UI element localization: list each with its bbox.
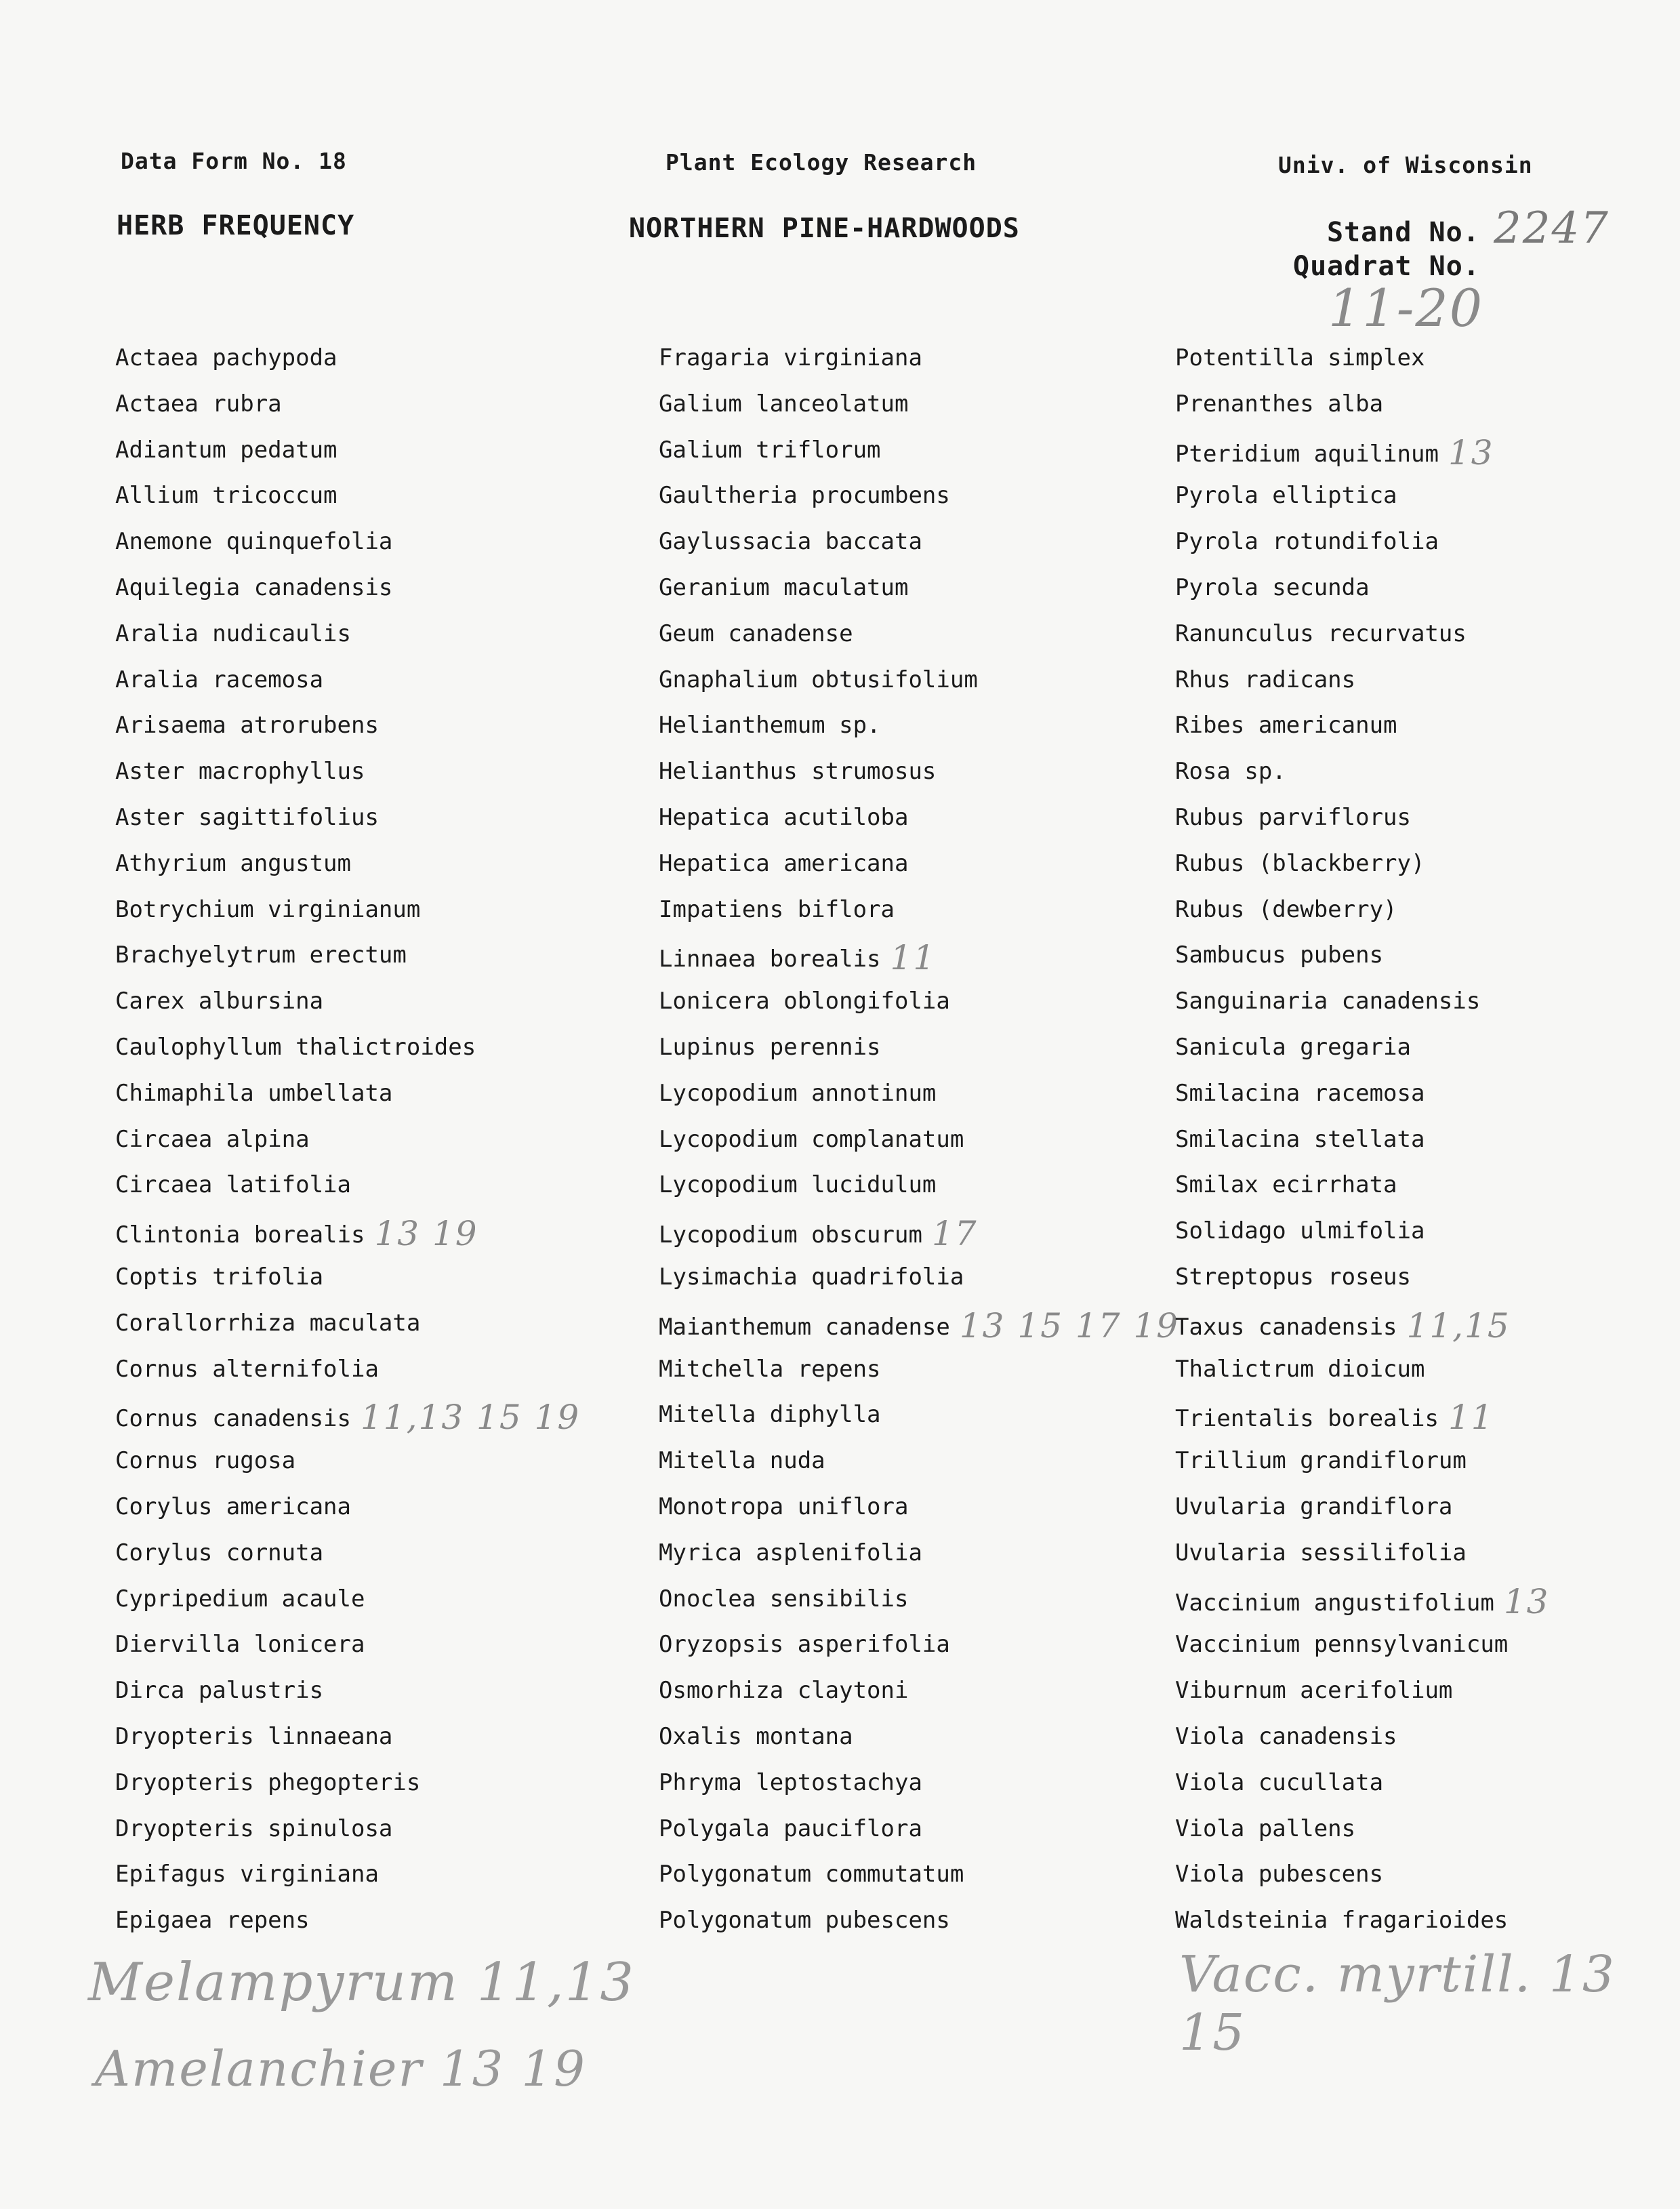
species-name: Helianthemum sp. (659, 712, 881, 739)
species-row (1175, 752, 1680, 798)
quadrat-label: Quadrat No. (1293, 251, 1480, 282)
species-name: Mitella diphylla (659, 1401, 881, 1429)
species-row (115, 982, 630, 1028)
species-name: Corylus americana (115, 1493, 351, 1520)
species-row (115, 1488, 630, 1534)
species-name: Rubus (blackberry) (1175, 849, 1425, 877)
handwritten-quadrat-note: 11 (890, 938, 937, 978)
species-name: Osmorhiza claytoni (659, 1677, 909, 1705)
species-name: Botrychium virginianum (115, 895, 421, 923)
species-row (659, 1810, 1174, 1856)
species-name: Oryzopsis asperifolia (659, 1631, 950, 1659)
species-name: Trillium grandiflorum (1175, 1447, 1467, 1475)
species-row (115, 752, 630, 798)
species-row (115, 798, 630, 845)
species-row (115, 936, 630, 982)
species-name: Rosa sp. (1175, 758, 1286, 786)
species-name: Uvularia grandiflora (1175, 1493, 1453, 1520)
species-name: Clintonia borealis (115, 1221, 365, 1249)
handwritten-quadrat-note: 13 (1503, 1581, 1550, 1621)
species-row (115, 1212, 630, 1258)
species-row (115, 431, 630, 477)
species-name: Coptis trifolia (115, 1263, 324, 1291)
species-row (1175, 1258, 1680, 1304)
species-row (1175, 1028, 1680, 1074)
species-row (115, 477, 630, 523)
species-name: Smilax ecirrhata (1175, 1171, 1397, 1199)
species-row (659, 1166, 1174, 1212)
species-row (1175, 1764, 1680, 1810)
species-name: Circaea alpina (115, 1125, 310, 1153)
species-row (1175, 1580, 1680, 1626)
species-row (1175, 706, 1680, 752)
species-name: Viola pubescens (1175, 1861, 1384, 1888)
species-name: Mitella nuda (659, 1447, 825, 1475)
handwritten-quadrat-note: 17 (931, 1214, 978, 1254)
species-name: Lupinus perennis (659, 1033, 881, 1061)
species-name: Polygala pauciflora (659, 1815, 922, 1842)
species-row (659, 798, 1174, 845)
species-name: Trientalis borealis (1175, 1405, 1439, 1433)
species-row (659, 1580, 1174, 1626)
species-name: Anemone quinquefolia (115, 528, 393, 556)
species-row (115, 1580, 630, 1626)
species-name: Polygonatum commutatum (659, 1861, 964, 1888)
stand-value: 2247 (1494, 203, 1610, 254)
species-name: Viola pallens (1175, 1815, 1356, 1842)
species-row (115, 845, 630, 891)
species-column-1 (115, 339, 630, 1947)
species-row (115, 1166, 630, 1212)
species-name: Dryopteris spinulosa (115, 1815, 393, 1842)
species-name: Pyrola rotundifolia (1175, 528, 1439, 556)
species-name: Gaylussacia baccata (659, 528, 922, 556)
species-name: Cypripedium acaule (115, 1585, 365, 1613)
species-row (659, 891, 1174, 937)
species-name: Actaea pachypoda (115, 344, 337, 371)
species-name: Gnaphalium obtusifolium (659, 666, 978, 693)
species-column-3 (1175, 339, 1680, 1947)
species-row (659, 1350, 1174, 1396)
species-column-2 (659, 339, 1180, 1947)
species-row (115, 1120, 630, 1167)
species-row (659, 1901, 1174, 1947)
species-row (1175, 1396, 1680, 1442)
species-name: Ribes americanum (1175, 712, 1397, 739)
species-name: Rubus (dewberry) (1175, 895, 1397, 923)
species-row (659, 752, 1174, 798)
species-name: Oxalis montana (659, 1722, 853, 1750)
species-name: Viola cucullata (1175, 1768, 1384, 1796)
species-row (115, 1901, 630, 1947)
species-row (115, 1028, 630, 1074)
species-name: Waldsteinia fragarioides (1175, 1907, 1509, 1934)
species-name: Onoclea sensibilis (659, 1585, 909, 1613)
species-row (1175, 1671, 1680, 1718)
species-name: Myrica asplenifolia (659, 1539, 922, 1566)
species-name: Aquilegia canadensis (115, 573, 393, 601)
species-name: Galium lanceolatum (659, 390, 909, 418)
species-name: Chimaphila umbellata (115, 1079, 393, 1107)
species-row (115, 615, 630, 661)
species-name: Solidago ulmifolia (1175, 1217, 1425, 1245)
species-name: Aralia nudicaulis (115, 620, 351, 647)
species-row (1175, 845, 1680, 891)
species-name: Geum canadense (659, 620, 853, 647)
species-row (659, 431, 1174, 477)
species-name: Corylus cornuta (115, 1539, 324, 1566)
species-name: Rubus parviflorus (1175, 803, 1411, 831)
species-name: Smilacina racemosa (1175, 1079, 1425, 1107)
form-number: Data Form No. 18 (121, 148, 347, 174)
species-row (1175, 1718, 1680, 1764)
species-row (659, 1488, 1174, 1534)
quadrat-value: 11-20 (1328, 278, 1484, 338)
handwritten-quadrat-note: 13 (1448, 432, 1494, 472)
handwritten-note-amelanchier: Amelanchier 13 19 (95, 2040, 586, 2097)
species-name: Lycopodium annotinum (659, 1079, 937, 1107)
species-row (659, 1534, 1174, 1580)
species-name: Adiantum pedatum (115, 436, 337, 464)
species-name: Arisaema atrorubens (115, 712, 379, 739)
species-row (1175, 385, 1680, 431)
species-row (1175, 339, 1680, 385)
species-row (115, 339, 630, 385)
handwritten-quadrat-note: 13 19 (374, 1214, 478, 1254)
species-row (659, 569, 1174, 615)
species-name: Vaccinium angustifolium (1175, 1589, 1494, 1617)
species-name: Caulophyllum thalictroides (115, 1033, 476, 1061)
species-name: Pyrola secunda (1175, 573, 1370, 601)
species-name: Diervilla lonicera (115, 1631, 365, 1659)
species-name: Sanguinaria canadensis (1175, 988, 1481, 1015)
species-row (659, 1396, 1174, 1442)
species-row (115, 1671, 630, 1718)
species-row (115, 1074, 630, 1120)
species-row (659, 477, 1174, 523)
species-name: Pyrola elliptica (1175, 482, 1397, 510)
species-row (115, 706, 630, 752)
species-name: Maianthemum canadense (659, 1313, 950, 1341)
species-row (1175, 1166, 1680, 1212)
species-row (659, 661, 1174, 707)
species-name: Hepatica acutiloba (659, 803, 909, 831)
species-row (115, 1855, 630, 1901)
species-row (115, 1304, 630, 1350)
handwritten-quadrat-note: 13 15 17 19 (959, 1305, 1180, 1345)
species-row (659, 845, 1174, 891)
species-name: Cornus alternifolia (115, 1355, 379, 1383)
community-title: NORTHERN PINE-HARDWOODS (629, 213, 1020, 244)
species-name: Aster sagittifolius (115, 803, 379, 831)
species-name: Smilacina stellata (1175, 1125, 1425, 1153)
species-name: Sambucus pubens (1175, 941, 1384, 969)
species-name: Uvularia sessilifolia (1175, 1539, 1467, 1566)
species-name: Streptopus roseus (1175, 1263, 1411, 1291)
species-row (1175, 523, 1680, 569)
form-title: HERB FREQUENCY (117, 210, 355, 241)
species-name: Viburnum acerifolium (1175, 1677, 1453, 1705)
species-name: Epifagus virginiana (115, 1861, 379, 1888)
handwritten-note-vacc-myrtill: Vacc. myrtill. 13 15 (1179, 1945, 1616, 2062)
species-row (1175, 1120, 1680, 1167)
species-row (659, 339, 1174, 385)
species-name: Vaccinium pennsylvanicum (1175, 1631, 1509, 1659)
species-row (1175, 477, 1680, 523)
university: Univ. of Wisconsin (1278, 152, 1533, 178)
species-row (659, 706, 1174, 752)
species-row (115, 1810, 630, 1856)
species-name: Rhus radicans (1175, 666, 1356, 693)
species-row (1175, 1350, 1680, 1396)
species-row (1175, 569, 1680, 615)
species-name: Cornus rugosa (115, 1447, 296, 1475)
species-row (115, 385, 630, 431)
handwritten-quadrat-note: 11,13 15 19 (361, 1398, 581, 1438)
species-name: Pteridium aquilinum (1175, 440, 1439, 468)
species-name: Lysimachia quadrifolia (659, 1263, 964, 1291)
species-row (659, 523, 1174, 569)
species-row (659, 1625, 1174, 1671)
species-row (1175, 1074, 1680, 1120)
species-row (1175, 1625, 1680, 1671)
handwritten-note-melampyrum: Melampyrum 11,13 (88, 1952, 636, 2013)
species-row (659, 1258, 1174, 1304)
handwritten-quadrat-note: 11 (1448, 1398, 1494, 1438)
species-row (115, 523, 630, 569)
species-row (1175, 431, 1680, 477)
species-name: Impatiens biflora (659, 895, 895, 923)
species-name: Cornus canadensis (115, 1405, 351, 1433)
species-row (1175, 1442, 1680, 1488)
species-row (659, 982, 1174, 1028)
species-row (1175, 891, 1680, 937)
species-name: Allium tricoccum (115, 482, 337, 510)
species-row (659, 1764, 1174, 1810)
species-name: Monotropa uniflora (659, 1493, 909, 1520)
species-name: Brachyelytrum erectum (115, 941, 407, 969)
species-name: Geranium maculatum (659, 573, 909, 601)
species-name: Taxus canadensis (1175, 1313, 1397, 1341)
species-row (659, 1074, 1174, 1120)
species-name: Athyrium angustum (115, 849, 351, 877)
species-name: Aster macrophyllus (115, 758, 365, 786)
species-row (115, 1764, 630, 1810)
species-name: Epigaea repens (115, 1907, 310, 1934)
species-name: Dryopteris linnaeana (115, 1722, 393, 1750)
species-row (115, 661, 630, 707)
species-name: Viola canadensis (1175, 1722, 1397, 1750)
species-row (659, 1028, 1174, 1074)
species-row (659, 1718, 1174, 1764)
species-row (659, 1855, 1174, 1901)
species-name: Gaultheria procumbens (659, 482, 950, 510)
species-row (1175, 1534, 1680, 1580)
species-name: Carex albursina (115, 988, 324, 1015)
species-name: Corallorrhiza maculata (115, 1309, 421, 1337)
species-name: Sanicula gregaria (1175, 1033, 1411, 1061)
species-name: Fragaria virginiana (659, 344, 922, 371)
species-name: Lycopodium complanatum (659, 1125, 964, 1153)
species-name: Thalictrum dioicum (1175, 1355, 1425, 1383)
species-name: Lonicera oblongifolia (659, 988, 950, 1015)
species-row (1175, 798, 1680, 845)
species-row (1175, 615, 1680, 661)
institution: Plant Ecology Research (665, 149, 977, 176)
species-row (1175, 661, 1680, 707)
species-name: Phryma leptostachya (659, 1768, 922, 1796)
species-row (115, 1350, 630, 1396)
species-name: Linnaea borealis (659, 946, 881, 973)
species-name: Dirca palustris (115, 1677, 324, 1705)
species-row (1175, 1855, 1680, 1901)
species-row (115, 569, 630, 615)
species-row (115, 1258, 630, 1304)
species-row (1175, 936, 1680, 982)
species-name: Actaea rubra (115, 390, 282, 418)
species-row (659, 615, 1174, 661)
species-name: Polygonatum pubescens (659, 1907, 950, 1934)
species-name: Dryopteris phegopteris (115, 1768, 421, 1796)
species-row (1175, 1901, 1680, 1947)
species-row (659, 936, 1174, 982)
species-name: Helianthus strumosus (659, 758, 937, 786)
species-row (659, 1212, 1174, 1258)
species-name: Hepatica americana (659, 849, 909, 877)
handwritten-quadrat-note: 11,15 (1406, 1305, 1511, 1345)
species-row (659, 1120, 1174, 1167)
species-row (1175, 1304, 1680, 1350)
species-name: Galium triflorum (659, 436, 881, 464)
species-name: Prenanthes alba (1175, 390, 1384, 418)
species-name: Circaea latifolia (115, 1171, 351, 1199)
species-row (115, 891, 630, 937)
species-name: Aralia racemosa (115, 666, 324, 693)
stand-label: Stand No. (1327, 217, 1480, 248)
species-row (115, 1625, 630, 1671)
species-row (659, 385, 1174, 431)
species-row (115, 1442, 630, 1488)
species-name: Lycopodium obscurum (659, 1221, 922, 1249)
species-row (1175, 1212, 1680, 1258)
species-row (659, 1671, 1174, 1718)
species-row (1175, 1488, 1680, 1534)
species-row (115, 1396, 630, 1442)
species-row (1175, 982, 1680, 1028)
species-name: Ranunculus recurvatus (1175, 620, 1467, 647)
species-row (659, 1304, 1180, 1350)
species-row (659, 1442, 1174, 1488)
species-name: Mitchella repens (659, 1355, 881, 1383)
species-row (115, 1718, 630, 1764)
species-row (1175, 1810, 1680, 1856)
species-row (115, 1534, 630, 1580)
species-name: Lycopodium lucidulum (659, 1171, 937, 1199)
species-name: Potentilla simplex (1175, 344, 1425, 371)
